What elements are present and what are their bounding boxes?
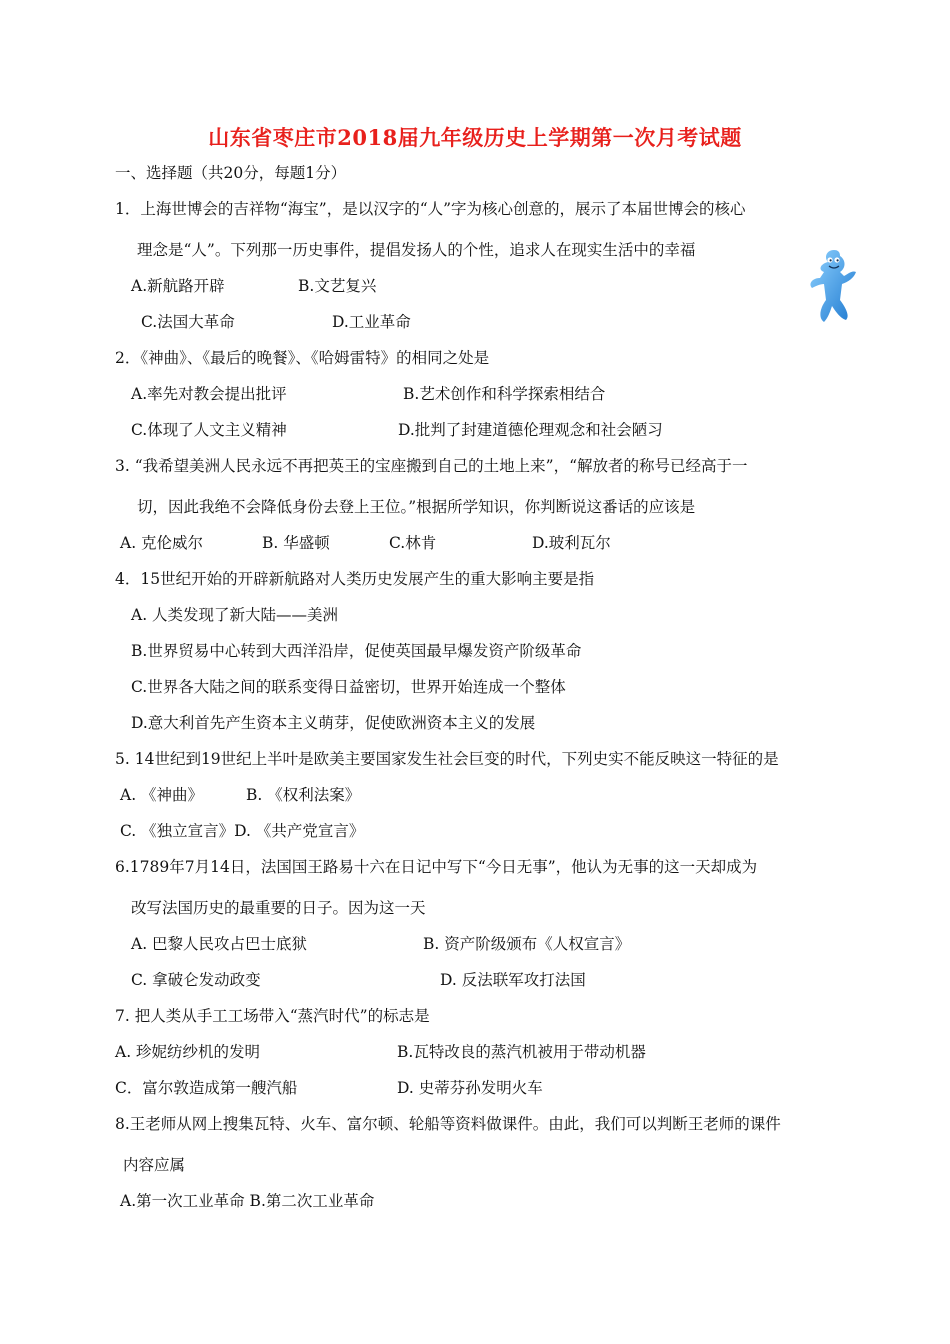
q5-option-b: B. 《权利法案》: [246, 786, 361, 804]
q4-stem: 4．15世纪开始的开辟新航路对人类历史发展产生的重大影响主要是指: [115, 570, 595, 588]
q6-stem-line2: 改写法国历史的最重要的日子。因为这一天: [131, 899, 426, 917]
q3-option-c: C.林肯: [389, 534, 437, 552]
q6-option-a: A. 巴黎人民攻占巴士底狱: [131, 935, 308, 953]
q1-option-a: A.新航路开辟: [131, 277, 225, 295]
page-title: 山东省枣庄市2018届九年级历史上学期第一次月考试题: [208, 125, 742, 150]
q2-option-b: B.艺术创作和科学探索相结合: [403, 385, 606, 403]
q5-option-a: A. 《神曲》: [120, 786, 204, 804]
q1-stem-line1: 1．上海世博会的吉祥物“海宝”，是以汉字的“人”字为核心创意的，展示了本届世博会的核心: [115, 200, 746, 218]
q6-option-d: D. 反法联军攻打法国: [440, 971, 586, 989]
q5-stem: 5. 14世纪到19世纪上半叶是欧美主要国家发生社会巨变的时代，下列史实不能反映这一特征的是: [115, 750, 779, 768]
q7-option-d: D. 史蒂芬孙发明火车: [397, 1079, 543, 1097]
q1-option-b: B.文艺复兴: [298, 277, 377, 295]
section-heading: 一、选择题（共20分，每题1分）: [115, 164, 347, 182]
q3-option-d: D.玻利瓦尔: [532, 534, 611, 552]
q1-option-c: C.法国大革命: [141, 313, 235, 331]
q6-stem-line1: 6.1789年7月14日，法国国王路易十六在日记中写下“今日无事”，他认为无事的这一天却成为: [115, 858, 758, 876]
q3-option-a: A. 克伦威尔: [120, 534, 204, 552]
q6-option-c: C. 拿破仑发动政变: [131, 971, 261, 989]
q4-option-b: B.世界贸易中心转到大西洋沿岸，促使英国最早爆发资产阶级革命: [131, 642, 582, 660]
q1-option-d: D.工业革命: [332, 313, 411, 331]
q3-option-b: B. 华盛顿: [262, 534, 330, 552]
q5-option-cd: C. 《独立宣言》D. 《共产党宣言》: [120, 822, 365, 840]
q7-option-a: A. 珍妮纺纱机的发明: [115, 1043, 261, 1061]
q3-stem-line1: 3. “我希望美洲人民永远不再把英王的宝座搬到自己的土地上来”，“解放者的称号已经高于一: [115, 457, 748, 475]
q7-stem: 7. 把人类从手工工场带入“蒸汽时代”的标志是: [115, 1007, 430, 1025]
q4-option-d: D.意大利首先产生资本主义萌芽，促使欧洲资本主义的发展: [131, 714, 536, 732]
q2-stem: 2．《神曲》、《最后的晚餐》、《哈姆雷特》的相同之处是: [115, 349, 490, 367]
haibao-mascot-icon: [806, 248, 860, 324]
q6-option-b: B. 资产阶级颁布《人权宣言》: [423, 935, 631, 953]
q8-stem-line2: 内容应属: [123, 1156, 186, 1174]
q2-option-c: C.体现了人文主义精神: [131, 421, 287, 439]
q7-option-b: B.瓦特改良的蒸汽机被用于带动机器: [397, 1043, 646, 1061]
q2-option-d: D.批判了封建道德伦理观念和社会陋习: [398, 421, 663, 439]
q4-option-a: A. 人类发现了新大陆——美洲: [131, 606, 339, 624]
q8-stem-line1: 8.王老师从网上搜集瓦特、火车、富尔顿、轮船等资料做课件。由此，我们可以判断王老师的课件: [115, 1115, 781, 1133]
q4-option-c: C.世界各大陆之间的联系变得日益密切，世界开始连成一个整体: [131, 678, 566, 696]
q3-stem-line2: 切，因此我绝不会降低身份去登上王位。”根据所学知识，你判断说这番话的应该是: [137, 498, 696, 516]
q1-stem-line2: 理念是“人”。下列那一历史事件，提倡发扬人的个性，追求人在现实生活中的幸福: [137, 241, 696, 259]
q2-option-a: A.率先对教会提出批评: [131, 385, 287, 403]
q8-option-ab: A.第一次工业革命 B.第二次工业革命: [120, 1192, 375, 1210]
q7-option-c: C．富尔敦造成第一艘汽船: [115, 1079, 298, 1097]
